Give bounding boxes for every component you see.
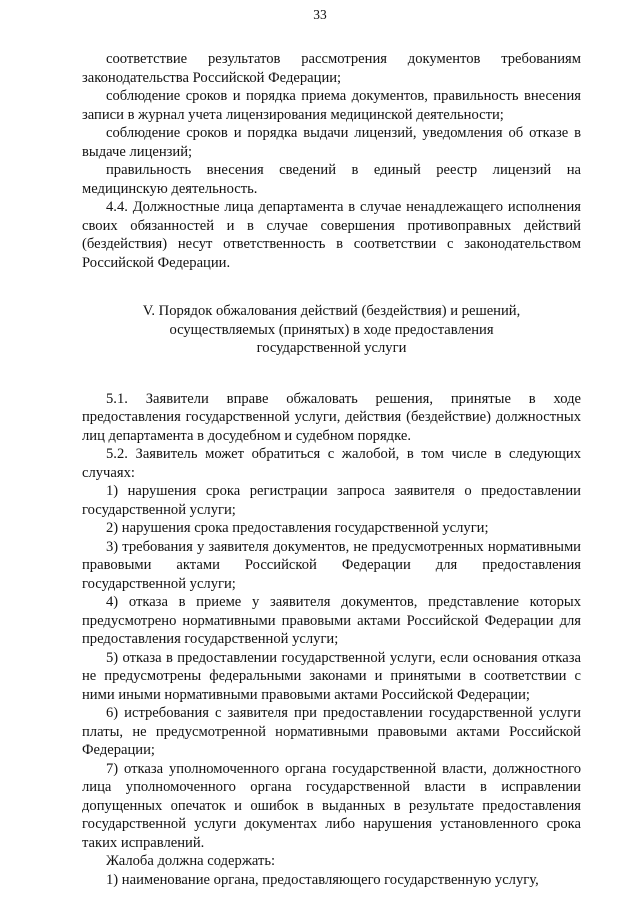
section-heading-line: V. Порядок обжалования действий (бездействия) и решений, <box>142 303 521 319</box>
section-heading <box>82 302 581 358</box>
paragraph: соблюдение сроков и порядка выдачи лицензий, уведомления об отказе в выдаче лицензий; <box>82 125 581 160</box>
paragraph-5-1: 5.1. Заявители вправе обжаловать решения, принятые в ходе предоставления государственной услуги, действия (бездействие) должностных лиц департамента в досудебном и судебном порядке. <box>82 390 581 444</box>
document-body <box>82 50 581 889</box>
paragraph-5-2: 5.2. Заявитель может обратиться с жалобой, в том числе в следующих случаях: <box>82 446 581 481</box>
paragraph: правильность внесения сведений в единый реестр лицензий на медицинскую деятельность. <box>82 162 581 197</box>
list-item: 5) отказа в предоставлении государственной услуги, если основания отказа не предусмотрены федеральными законами и принятыми в соответствии с ними иными нормативными правовыми актами Российской Федерации; <box>82 649 581 703</box>
paragraph: Жалоба должна содержать: <box>106 853 276 869</box>
page-number: 33 <box>313 7 327 22</box>
list-item: 6) истребования с заявителя при предоставлении государственной услуги платы, не предусмотренной нормативными правовыми актами Российской Федерации; <box>82 705 581 758</box>
section-heading-line: осуществляемых (принятых) в ходе предоставления <box>169 321 494 338</box>
list-item: 1) наименование органа, предоставляющего государственную услугу, <box>106 871 539 888</box>
list-item: 1) нарушения срока регистрации запроса заявителя о предоставлении государственной услуги; <box>82 483 581 518</box>
list-item: 3) требования у заявителя документов, не предусмотренных нормативными правовыми актами Российской Федерации для предоставления государственной услуги; <box>82 538 581 592</box>
list-item: 7) отказа уполномоченного органа государственной власти, должностного лица уполномоченного органа государственной власти в исправлении допущенных опечаток и ошибок в выданных в результате предоставления государственной услуги документах либо нарушения установленного срока таких исправлений. <box>82 760 581 851</box>
section-heading-line: государственной услуги <box>256 340 407 356</box>
list-item: 4) отказа в приеме у заявителя документов, представление которых предусмотрено нормативными правовыми актами Российской Федерации для предоставления государственной услуги; <box>82 594 581 647</box>
paragraph: соблюдение сроков и порядка приема документов, правильность внесения записи в журнал учета лицензирования медицинской деятельности; <box>82 88 581 123</box>
paragraph-4-4: 4.4. Должностные лица департамента в случае ненадлежащего исполнения своих обязанностей и в случае совершения противоправных действий (бездействия) несут ответственность в соответствии с законодательством Российской Федерации. <box>82 199 581 271</box>
paragraph: соответствие результатов рассмотрения документов требованиям законодательства Российской Федерации; <box>82 51 581 86</box>
list-item: 2) нарушения срока предоставления государственной услуги; <box>106 520 489 536</box>
